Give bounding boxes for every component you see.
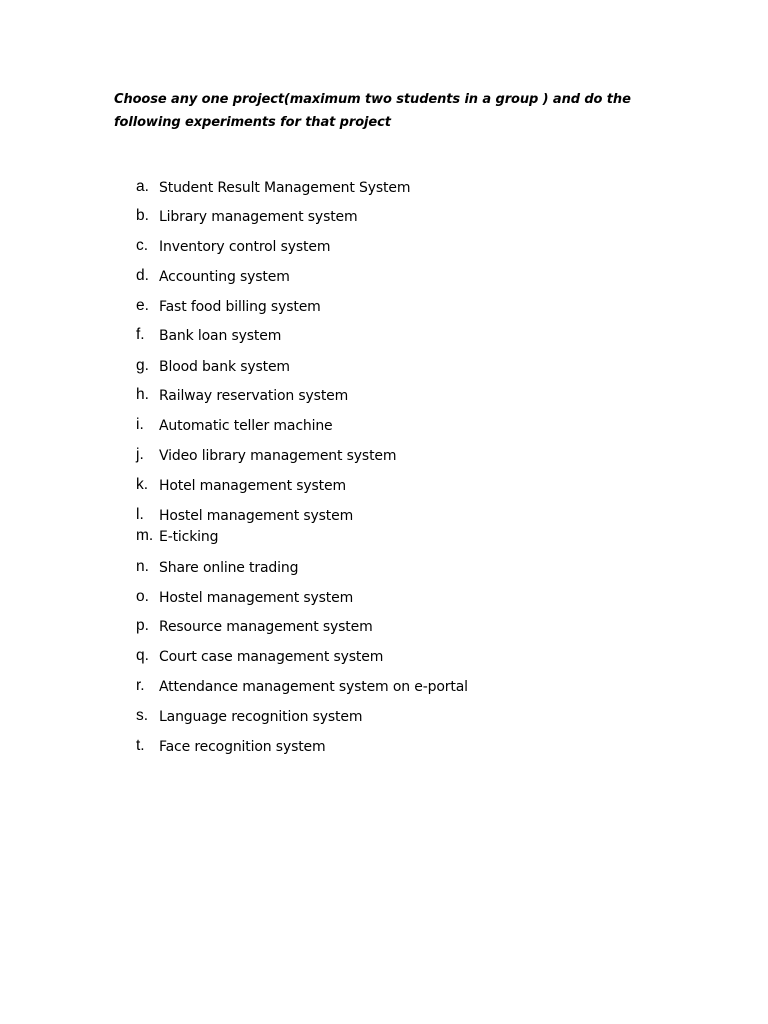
list-item-letter: e. (136, 297, 149, 314)
list-item-text: Resource management system (159, 619, 373, 635)
list-item-letter: k. (136, 476, 149, 493)
list-item-text: Fast food billing system (159, 299, 321, 315)
list-item-letter: r. (136, 677, 145, 694)
list-item-text: Blood bank system (159, 359, 290, 375)
list-item-letter: s. (136, 707, 149, 724)
list-item-text: Accounting system (159, 269, 290, 285)
list-item-text: Railway reservation system (159, 388, 349, 404)
list-item-letter: h. (136, 386, 149, 403)
list-item-text: Video library management system (159, 448, 397, 464)
list-item-letter: j. (136, 446, 144, 463)
list-item-text: Automatic teller machine (159, 418, 333, 434)
list-item-letter: m. (136, 527, 154, 544)
list-item-text: Student Result Management System (159, 180, 411, 196)
list-item-letter: o. (136, 588, 149, 605)
instructions-line-1: Choose any one project(maximum two students in a group ) and do the (114, 92, 631, 107)
list-item-letter: i. (136, 416, 144, 433)
list-item-text: Court case management system (159, 649, 384, 665)
instructions-heading (114, 88, 674, 134)
list-item-text: Hotel management system (159, 478, 346, 494)
list-item-text: Attendance management system on e-portal (159, 679, 468, 695)
list-item-text: Inventory control system (159, 239, 331, 255)
list-item-letter: f. (136, 326, 145, 343)
list-item-text: Face recognition system (159, 739, 326, 755)
list-item-letter: b. (136, 207, 149, 224)
list-item-letter: p. (136, 617, 149, 634)
list-item-letter: n. (136, 558, 149, 575)
list-item-letter: q. (136, 647, 149, 664)
list-item-text: Hostel management system (159, 590, 354, 606)
list-item-letter: g. (136, 357, 149, 374)
list-item-letter: d. (136, 267, 149, 284)
list-item-letter: c. (136, 237, 149, 254)
list-item-letter: t. (136, 737, 145, 754)
list-item-letter: l. (136, 506, 144, 523)
list-item-letter: a. (136, 178, 149, 195)
list-item-text: Share online trading (159, 560, 299, 576)
list-item-text: Bank loan system (159, 328, 282, 344)
list-item-text: E-ticking (159, 529, 219, 545)
list-item-text: Library management system (159, 209, 358, 225)
list-item-text: Hostel management system (159, 508, 354, 524)
list-item-text: Language recognition system (159, 709, 363, 725)
instructions-line-2: following experiments for that project (114, 115, 391, 130)
